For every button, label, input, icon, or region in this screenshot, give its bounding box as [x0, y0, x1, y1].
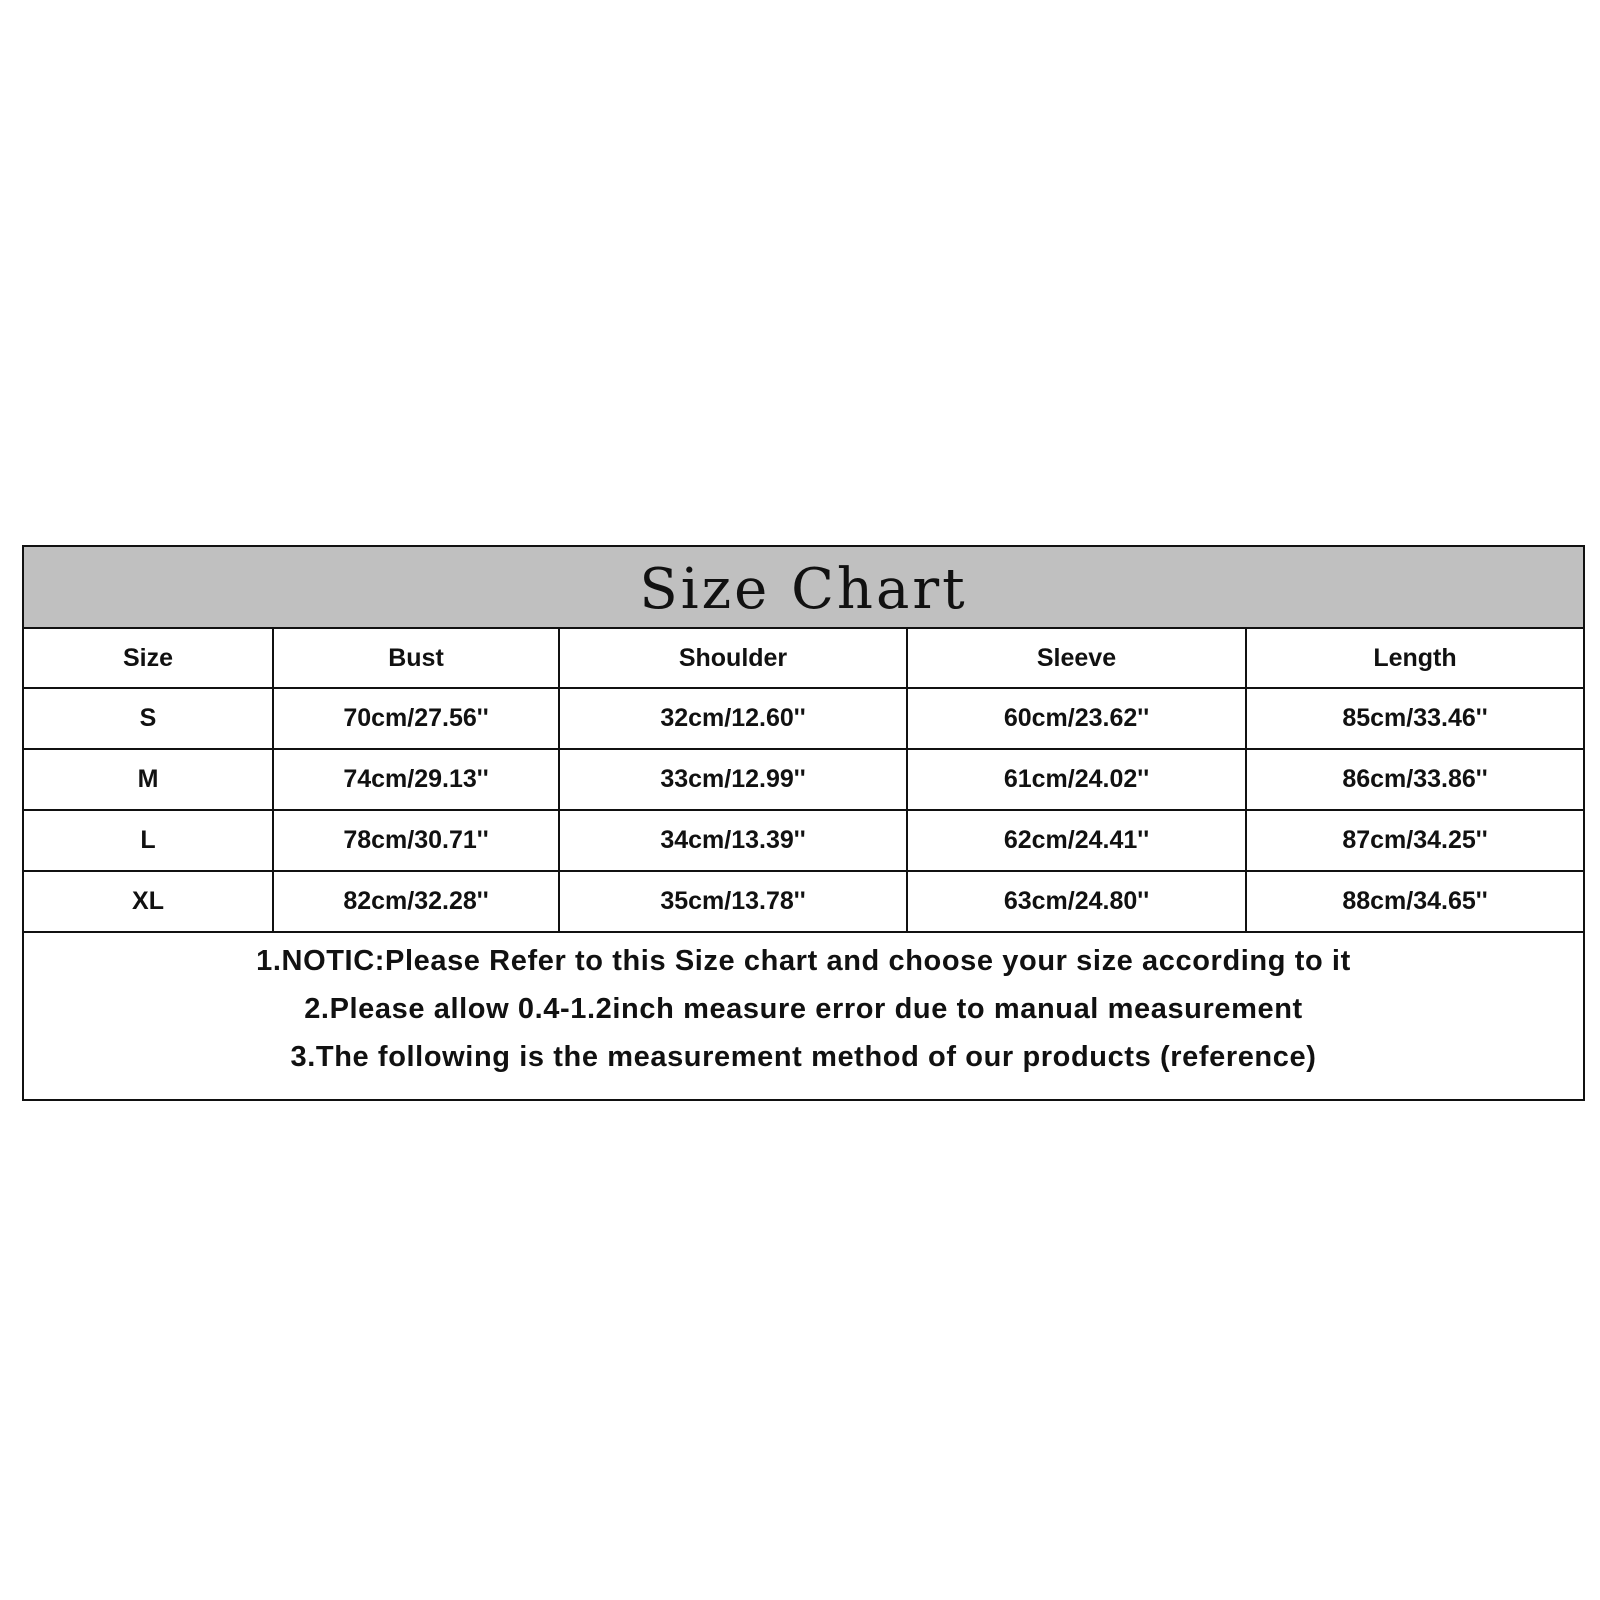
size-cell: M	[24, 749, 273, 810]
header-row	[24, 629, 1583, 688]
title-bar	[24, 547, 1583, 629]
sleeve-cell: 61cm/24.02''	[907, 749, 1246, 810]
header-sleeve: Sleeve	[907, 629, 1246, 688]
size-cell: S	[24, 688, 273, 749]
length-cell: 87cm/34.25''	[1246, 810, 1583, 871]
chart-title: Size Chart	[639, 557, 968, 622]
size-chart	[22, 545, 1585, 1101]
notes-section	[24, 933, 1583, 1099]
bust-cell: 82cm/32.28''	[273, 871, 559, 932]
sleeve-cell: 63cm/24.80''	[907, 871, 1246, 932]
table-row	[24, 810, 1583, 871]
length-cell: 86cm/33.86''	[1246, 749, 1583, 810]
header-size: Size	[24, 629, 273, 688]
shoulder-cell: 33cm/12.99''	[559, 749, 907, 810]
header-length: Length	[1246, 629, 1583, 688]
shoulder-cell: 35cm/13.78''	[559, 871, 907, 932]
sleeve-cell: 60cm/23.62''	[907, 688, 1246, 749]
table-row	[24, 749, 1583, 810]
bust-cell: 78cm/30.71''	[273, 810, 559, 871]
header-bust: Bust	[273, 629, 559, 688]
note-line-3: 3.The following is the measurement method of our products (reference)	[290, 1041, 1317, 1073]
bust-cell: 74cm/29.13''	[273, 749, 559, 810]
bust-cell: 70cm/27.56''	[273, 688, 559, 749]
table-row	[24, 871, 1583, 932]
shoulder-cell: 32cm/12.60''	[559, 688, 907, 749]
length-cell: 85cm/33.46''	[1246, 688, 1583, 749]
size-cell: L	[24, 810, 273, 871]
header-shoulder: Shoulder	[559, 629, 907, 688]
length-cell: 88cm/34.65''	[1246, 871, 1583, 932]
sleeve-cell: 62cm/24.41''	[907, 810, 1246, 871]
size-table	[24, 629, 1583, 933]
table-row	[24, 688, 1583, 749]
shoulder-cell: 34cm/13.39''	[559, 810, 907, 871]
note-line-1: 1.NOTIC:Please Refer to this Size chart and choose your size according to it	[256, 945, 1351, 977]
size-cell: XL	[24, 871, 273, 932]
note-line-2: 2.Please allow 0.4-1.2inch measure error due to manual measurement	[304, 993, 1303, 1025]
